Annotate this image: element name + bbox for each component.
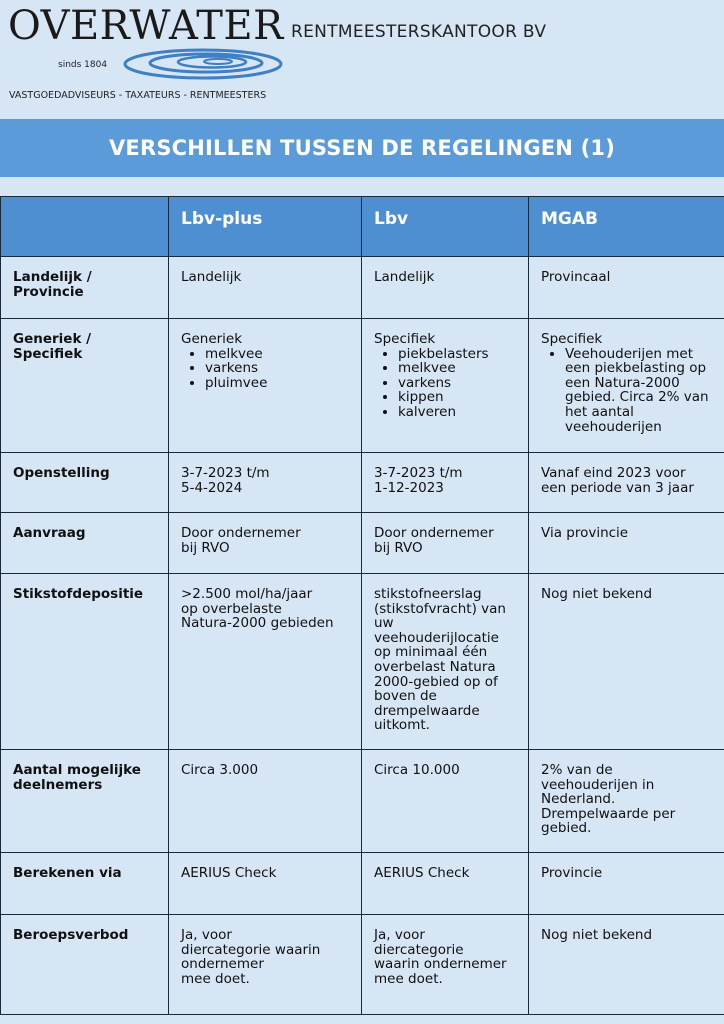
- cell-line: mee doet.: [374, 970, 443, 987]
- table-row: [1, 257, 724, 319]
- table-row: [1, 853, 724, 915]
- row-label: Aantal mogelijke deelnemers: [1, 750, 169, 853]
- company-tagline: VASTGOEDADVISEURS - TAXATEURS - RENTMEESTERS: [9, 90, 267, 101]
- bullet-item: • varkens: [398, 376, 517, 391]
- cell-line: bij RVO: [374, 539, 423, 556]
- bullet-list: [541, 347, 713, 435]
- table-cell: [169, 257, 362, 319]
- cell-line: ondernemer: [181, 956, 264, 973]
- cell-text: stikstofneerslag (stikstofvracht) van uw veehouderijlocatie op minimaal één overbelast Natura 2000-gebied op of boven de drempelwaarde uitkomt.: [374, 586, 506, 734]
- bullet-item: • kalveren: [398, 405, 517, 420]
- table-cell: [529, 853, 724, 915]
- row-label: Openstelling: [1, 453, 169, 513]
- cell-line: waarin ondernemer: [374, 956, 507, 973]
- bullet-item: • piekbelasters: [398, 347, 517, 362]
- table-cell: [529, 453, 724, 513]
- table-cell: [529, 319, 724, 453]
- cell-line: 3-7-2023 t/m: [181, 465, 270, 481]
- cell-line: Ja, voor: [181, 927, 232, 943]
- table-header-row: [1, 197, 724, 257]
- table-cell: [362, 853, 529, 915]
- water-ripple-logo-icon: [122, 46, 284, 82]
- cell-text: AERIUS Check: [374, 865, 470, 881]
- title-banner: [0, 119, 724, 177]
- cell-text: Specifiek: [541, 331, 603, 347]
- cell-text: Vanaf eind 2023 voor een periode van 3 jaar: [541, 465, 694, 496]
- comparison-table: [0, 196, 724, 1015]
- row-label: Stikstofdepositie: [1, 574, 169, 750]
- cell-line: diercategorie: [374, 941, 464, 958]
- cell-line: >2.500 mol/ha/jaar: [181, 586, 313, 602]
- cell-text: Specifiek: [374, 331, 436, 347]
- table-cell: [169, 513, 362, 574]
- table-cell: [169, 750, 362, 853]
- column-header: Lbv-plus: [169, 197, 362, 257]
- cell-line: Ja, voor: [374, 927, 425, 943]
- table-cell: [529, 257, 724, 319]
- cell-text: Provincaal: [541, 269, 611, 285]
- cell-text: Landelijk: [181, 269, 242, 285]
- company-name: RENTMEESTERSKANTOOR BV: [291, 22, 547, 42]
- column-header: Lbv: [362, 197, 529, 257]
- table-cell: [169, 453, 362, 513]
- cell-text: Landelijk: [374, 269, 435, 285]
- cell-line: 1-12-2023: [374, 479, 444, 496]
- table-row: [1, 453, 724, 513]
- table-cell: [169, 853, 362, 915]
- cell-line: Natura-2000 gebieden: [181, 615, 334, 632]
- table-cell: [362, 257, 529, 319]
- table-cell: [362, 915, 529, 1015]
- table-cell: [362, 319, 529, 453]
- cell-text: Nog niet bekend: [541, 927, 653, 943]
- table-cell: [362, 513, 529, 574]
- cell-line: Door ondernemer: [374, 525, 494, 541]
- table-cell: [362, 574, 529, 750]
- table-cell: [169, 319, 362, 453]
- cell-text: 2% van de veehouderijen in Nederland. Drempelwaarde per gebied.: [541, 762, 676, 837]
- bullet-item: • melkvee: [205, 347, 350, 362]
- cell-text: Circa 10.000: [374, 762, 460, 778]
- page-header: [0, 0, 724, 118]
- column-header: MGAB: [529, 197, 724, 257]
- cell-text: Circa 3.000: [181, 762, 259, 778]
- table-row: [1, 750, 724, 853]
- table-row: [1, 319, 724, 453]
- cell-line: Door ondernemer: [181, 525, 301, 541]
- bullet-item: • varkens: [205, 361, 350, 376]
- table-cell: [529, 513, 724, 574]
- row-label: Aanvraag: [1, 513, 169, 574]
- cell-line: 3-7-2023 t/m: [374, 465, 463, 481]
- cell-line: op overbelaste: [181, 600, 282, 617]
- bullet-list: [374, 347, 517, 420]
- row-label: Landelijk / Provincie: [1, 257, 169, 319]
- cell-line: 5-4-2024: [181, 479, 243, 496]
- table-cell: [529, 750, 724, 853]
- bullet-item: • melkvee: [398, 361, 517, 376]
- brand-logo-text: OVERWATER: [8, 3, 284, 49]
- row-label: Generiek / Specifiek: [1, 319, 169, 453]
- table-row: [1, 574, 724, 750]
- cell-line: diercategorie waarin: [181, 941, 321, 958]
- cell-text: AERIUS Check: [181, 865, 277, 881]
- table-row: [1, 513, 724, 574]
- table-row: [1, 915, 724, 1015]
- cell-text: Provincie: [541, 865, 603, 881]
- table-cell: [169, 915, 362, 1015]
- cell-line: bij RVO: [181, 539, 230, 556]
- table-cell: [529, 915, 724, 1015]
- cell-line: mee doet.: [181, 970, 250, 987]
- bullet-list: [181, 347, 350, 391]
- cell-text: Nog niet bekend: [541, 586, 653, 602]
- table-cell: [529, 574, 724, 750]
- cell-text: Generiek: [181, 331, 243, 347]
- page-title: VERSCHILLEN TUSSEN DE REGELINGEN (1): [108, 136, 616, 160]
- cell-text: Via provincie: [541, 525, 629, 541]
- row-label: Berekenen via: [1, 853, 169, 915]
- table-cell: [362, 750, 529, 853]
- bullet-item: • Veehouderijen met een piekbelasting op een Natura-2000 gebied. Circa 2% van het aantal veehouderijen: [565, 347, 713, 435]
- table-cell: [169, 574, 362, 750]
- bullet-item: • pluimvee: [205, 376, 350, 391]
- brand-since: sinds 1804: [58, 60, 108, 70]
- table-cell: [362, 453, 529, 513]
- bullet-item: • kippen: [398, 390, 517, 405]
- row-label: Beroepsverbod: [1, 915, 169, 1015]
- header-corner-cell: [1, 197, 169, 257]
